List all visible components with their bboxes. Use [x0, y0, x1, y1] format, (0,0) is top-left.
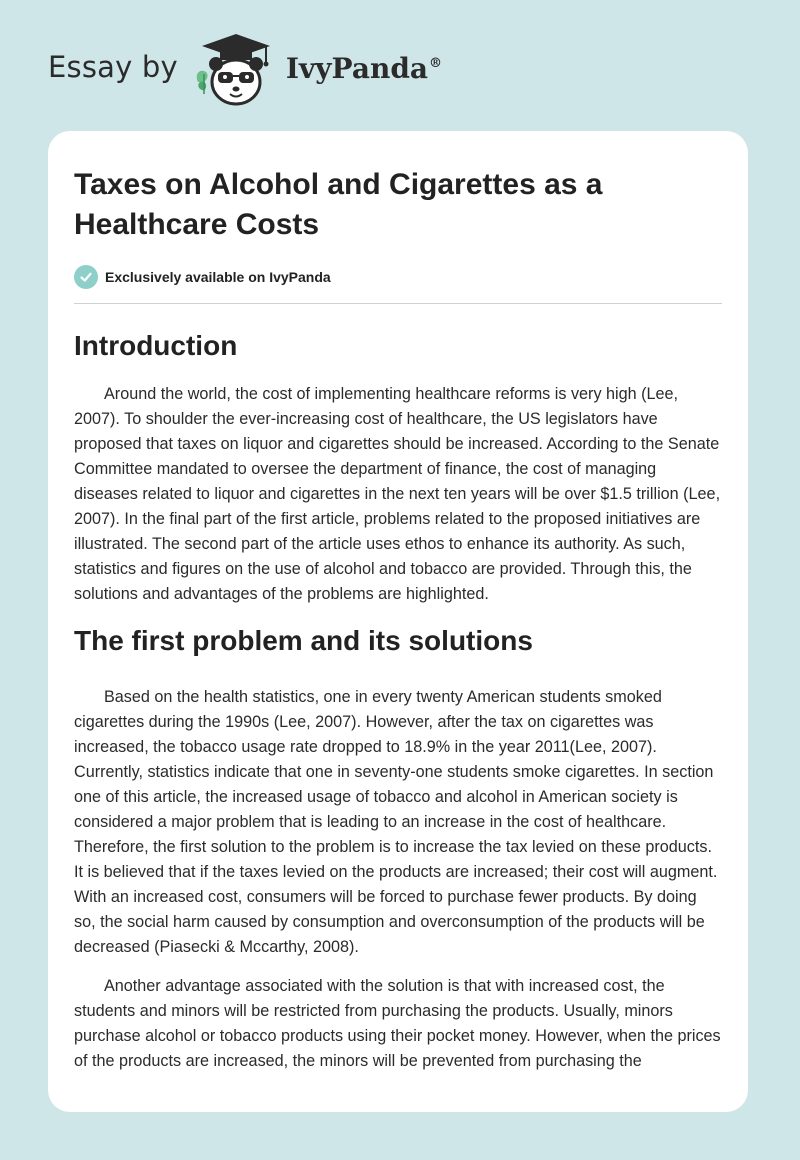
exclusive-badge — [74, 265, 722, 289]
panda-graduate-logo-icon[interactable] — [192, 30, 280, 110]
site-header — [48, 30, 442, 110]
registered-mark: ® — [429, 56, 443, 72]
paragraph: Around the world, the cost of implementing healthcare reforms is very high (Lee, 2007). To shoulder the ever-increasing cost of healthcare, the US legislators have proposed that taxes on liquor and cigarettes should be increased. According to the Senate Committee mandated to oversee the department of finance, the cost of managing diseases related to liquor and cigarettes in the next ten years will be over $1.5 trillion (Lee, 2007). In the final part of the first article, problems related to the proposed initiatives are illustrated. The second part of the article uses ethos to enhance its authority. As such, statistics and figures on the use of alcohol and tobacco are provided. Through this, the solutions and advantages of the problems are highlighted. — [74, 385, 721, 603]
exclusive-badge-label: Exclusively available on IvyPanda — [105, 269, 331, 285]
paragraph: Based on the health statistics, one in every twenty American students smoked cigarettes during the 1990s (Lee, 2007). However, after the tax on cigarettes was increased, the tobacco usage rate dropped to 18.9% in the year 2011(Lee, 2007). Currently, statistics indicate that one in seventy-one students smoke cigarettes. In section one of this article, the increased usage of tobacco and alcohol in American society is considered a major problem that is leading to an increase in the cost of healthcare. Therefore, the first solution to the problem is to increase the tax levied on these products. It is believed that if the taxes levied on the products are increased; their cost will augment. With an increased cost, consumers will be forced to purchase fewer products. By doing so, the social harm caused by consumption and overconsumption of the products will be decreased (Piasecki & Mccarthy, 2008). — [74, 688, 718, 956]
section-heading-first-problem: The first problem and its solutions — [74, 625, 533, 656]
title-divider — [74, 303, 722, 304]
brand-name[interactable]: IvyPanda® — [285, 51, 443, 85]
check-circle-icon — [74, 265, 98, 289]
section-heading-introduction: Introduction — [74, 330, 238, 361]
essay-by-label: Essay by — [48, 50, 178, 84]
essay-title: Taxes on Alcohol and Cigarettes as a Healthcare Costs — [74, 168, 603, 241]
essay-card — [48, 131, 748, 1112]
paragraph: Another advantage associated with the solution is that with increased cost, the students and minors will be restricted from purchasing the products. Usually, minors purchase alcohol or tobacco products using their pocket money. However, when the prices of the products are increased, the minors will be prevented from purchasing the — [74, 977, 721, 1070]
